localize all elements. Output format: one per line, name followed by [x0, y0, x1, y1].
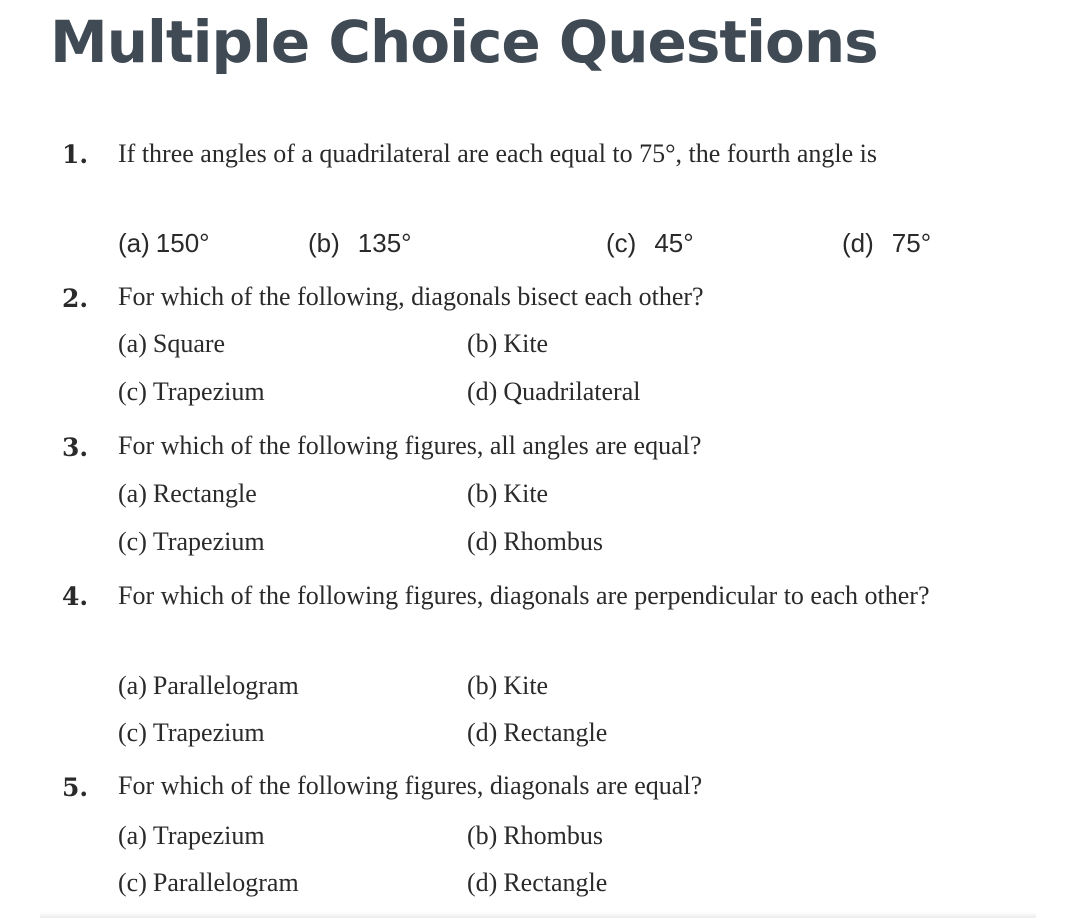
question-number: 2.	[62, 284, 89, 313]
question-text: For which of the following figures, all angles are equal?	[118, 431, 702, 460]
option-letter: (b)	[308, 228, 340, 258]
option-value: Trapezium	[152, 718, 265, 747]
page-title: Multiple Choice Questions	[50, 8, 878, 76]
option-value: Rhombus	[503, 821, 604, 850]
option-c[interactable]	[118, 718, 265, 748]
option-d[interactable]	[467, 377, 640, 407]
question-number: 3.	[62, 433, 89, 462]
option-value: 150°	[155, 228, 210, 258]
option-c[interactable]	[118, 868, 299, 898]
option-letter: (b)	[467, 671, 498, 700]
option-letter: (b)	[467, 479, 498, 508]
option-a[interactable]	[118, 228, 210, 258]
option-value: Trapezium	[152, 527, 265, 556]
option-c[interactable]	[606, 228, 694, 258]
option-d[interactable]	[467, 527, 603, 557]
option-c[interactable]	[118, 377, 265, 407]
option-a[interactable]	[118, 671, 299, 701]
option-value: 45°	[654, 228, 694, 258]
question-text: For which of the following figures, diagonals are perpendicular to each other?	[118, 581, 930, 610]
option-letter: (c)	[118, 377, 147, 406]
option-value: 75°	[891, 228, 932, 258]
option-a[interactable]	[118, 479, 257, 509]
option-letter: (d)	[467, 868, 498, 897]
option-b[interactable]	[467, 671, 548, 701]
option-letter: (a)	[118, 821, 147, 850]
option-c[interactable]	[118, 527, 265, 557]
option-b[interactable]	[467, 329, 548, 359]
question-text: If three angles of a quadrilateral are each equal to 75°, the fourth angle is	[118, 139, 878, 168]
option-value: Square	[152, 329, 226, 358]
option-letter: (a)	[118, 671, 147, 700]
option-letter: (c)	[118, 527, 147, 556]
question-number: 1.	[62, 140, 89, 169]
option-value: Trapezium	[152, 377, 265, 406]
option-value: Kite	[503, 671, 549, 700]
option-a[interactable]	[118, 821, 265, 851]
option-value: Trapezium	[152, 821, 265, 850]
option-letter: (c)	[118, 718, 147, 747]
option-value: Rectangle	[152, 479, 257, 508]
option-letter: (c)	[606, 228, 637, 258]
option-value: Rectangle	[503, 868, 608, 897]
option-letter: (a)	[118, 479, 147, 508]
option-value: Rectangle	[503, 718, 608, 747]
option-value: 135°	[357, 228, 412, 258]
option-value: Kite	[503, 329, 549, 358]
page-edge-shadow	[40, 912, 1036, 918]
option-letter: (b)	[467, 821, 498, 850]
question-number: 5.	[62, 773, 89, 802]
option-d[interactable]	[467, 718, 607, 748]
option-d[interactable]	[842, 228, 931, 258]
option-letter: (c)	[118, 868, 147, 897]
option-value: Rhombus	[503, 527, 604, 556]
question-text: For which of the following figures, diagonals are equal?	[118, 771, 703, 800]
option-value: Kite	[503, 479, 549, 508]
option-letter: (a)	[118, 228, 150, 258]
option-d[interactable]	[467, 868, 607, 898]
option-a[interactable]	[118, 329, 225, 359]
option-b[interactable]	[467, 821, 603, 851]
option-letter: (a)	[118, 329, 147, 358]
option-letter: (d)	[467, 377, 498, 406]
option-value: Parallelogram	[152, 671, 299, 700]
option-value: Parallelogram	[152, 868, 299, 897]
question-text: For which of the following, diagonals bisect each other?	[118, 282, 704, 311]
option-b[interactable]	[467, 479, 548, 509]
question-number: 4.	[62, 582, 89, 611]
option-letter: (b)	[467, 329, 498, 358]
option-letter: (d)	[842, 228, 874, 258]
option-b[interactable]	[308, 228, 412, 258]
option-value: Quadrilateral	[503, 377, 641, 406]
option-letter: (d)	[467, 718, 498, 747]
option-letter: (d)	[467, 527, 498, 556]
